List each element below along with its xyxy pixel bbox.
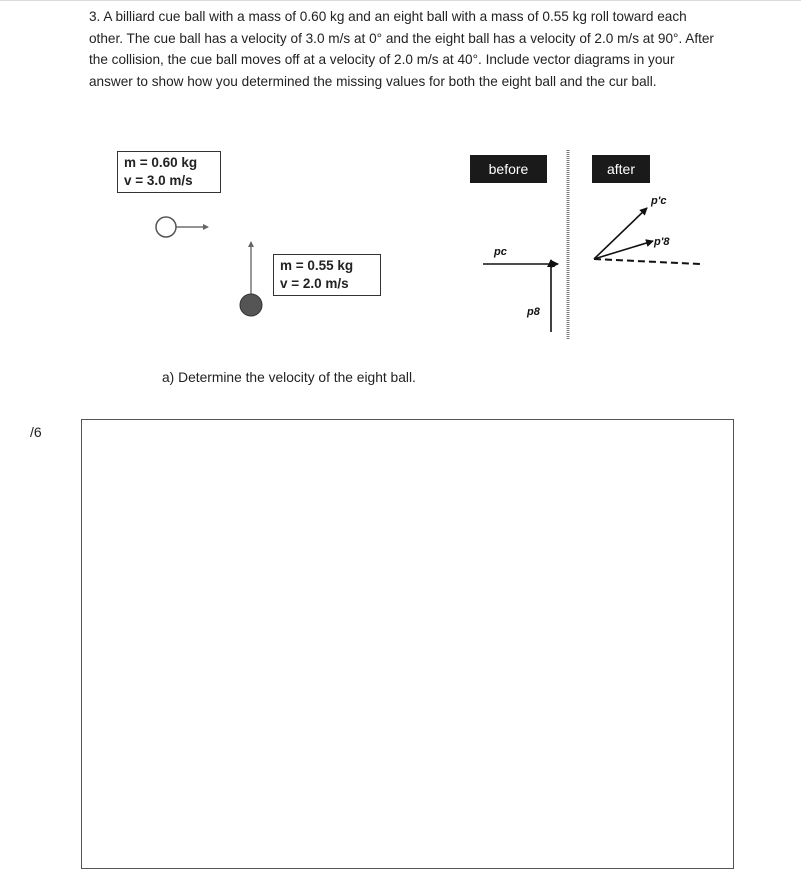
cue-ball-velocity: v = 3.0 m/s: [124, 173, 193, 188]
pc-after-label: p'c: [651, 195, 667, 207]
after-vectors: [594, 208, 700, 264]
question-text: 3. A billiard cue ball with a mass of 0.60 kg and an eight ball with a mass of 0.55 kg roll toward each other. The cue ball has a velocity of 3.0 m/s at 0° and the eight ball has a velocity of 2.0 m/s at 90°. After the collision, the cue ball moves off at a velocity of 2.0 m/s at 40°. Include vector diagrams in your answer to show how you determined the missing values for both the eight ball and the cur ball.: [89, 9, 714, 89]
score-marker: /6: [30, 424, 42, 440]
before-label: before: [470, 155, 547, 183]
after-label: after: [592, 155, 650, 183]
before-vectors: [483, 260, 558, 332]
cue-ball: [156, 217, 208, 237]
eight-ball-velocity: v = 2.0 m/s: [280, 276, 349, 291]
answer-box[interactable]: [81, 419, 734, 869]
eight-ball: [240, 242, 262, 316]
p8-after-label: p'8: [654, 236, 670, 248]
cue-ball-mass: m = 0.60 kg: [124, 155, 198, 170]
pc-label: pc: [494, 246, 507, 258]
p8-label: p8: [527, 306, 540, 318]
part-a-prompt: a) Determine the velocity of the eight ball.: [162, 370, 416, 385]
eight-ball-mass: m = 0.55 kg: [280, 258, 354, 273]
